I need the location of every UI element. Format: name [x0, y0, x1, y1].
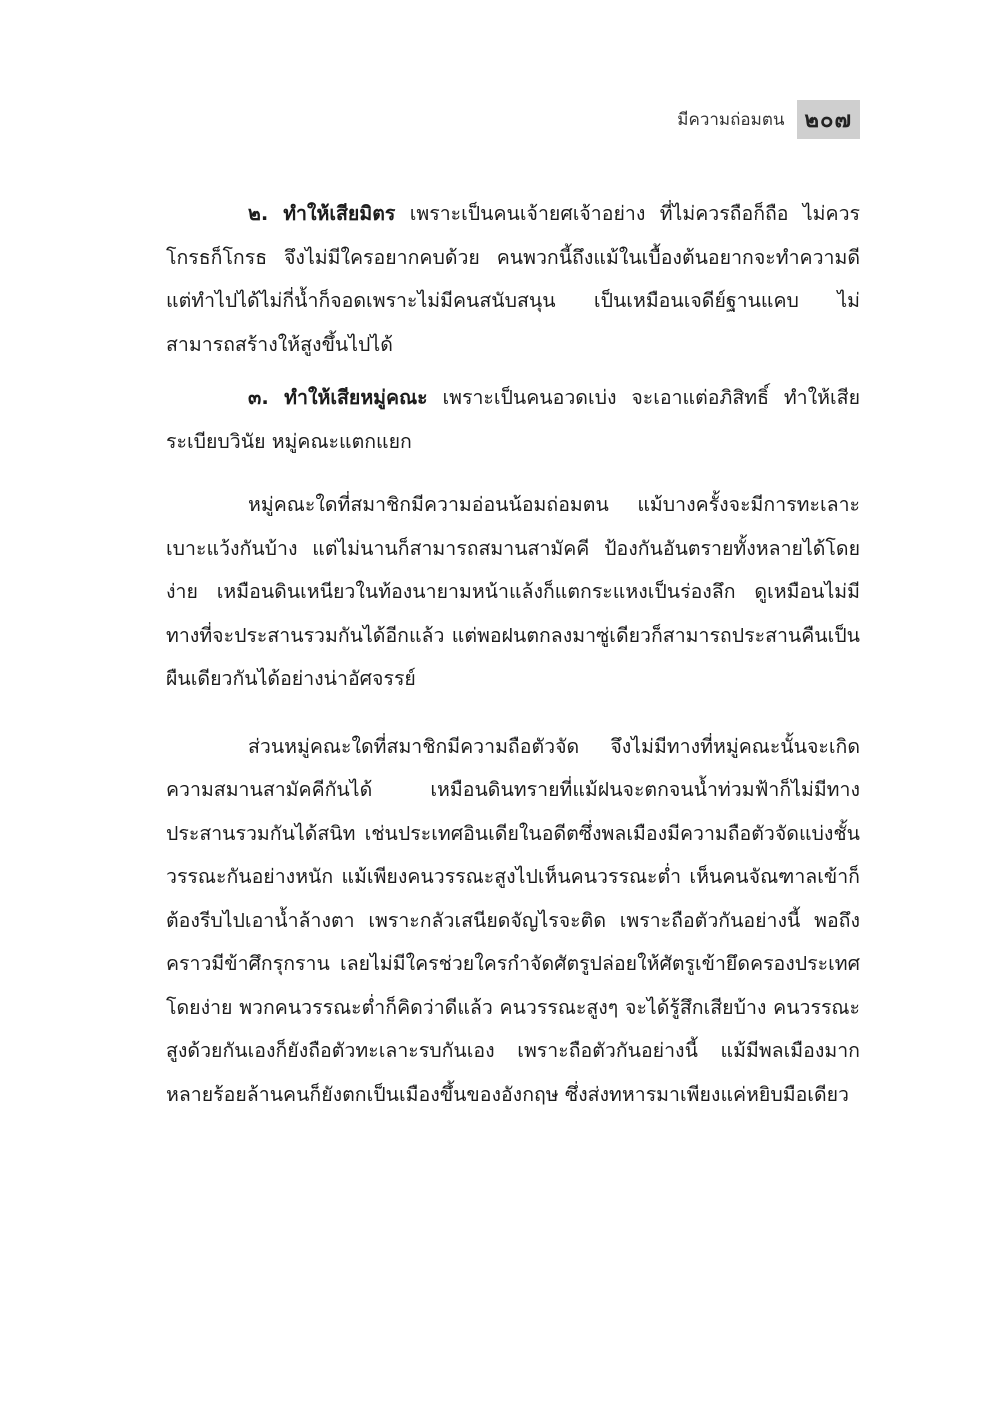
- section-text-2: เพราะเป็นคนเจ้ายศเจ้าอย่าง ที่ไม่ควรถือก็ถือ ไม่ควรโกรธก็โกรธ จึงไม่มีใครอยากคบด้วย คนพวกนี้ถึงแม้ในเบื้องต้นอยากจะทำความดี แต่ทำไปได้ไม่กี่น้ำก็จอดเพราะไม่มีคนสนับสนุน เป็นเหมือนเจดีย์ฐานแคบ ไม่สามารถสร้างให้สูงขึ้นไปได้: [166, 202, 860, 356]
- section-heading-3: ๓. ทำให้เสียหมู่คณะ: [248, 386, 428, 409]
- page-body: [166, 192, 860, 1116]
- page-number: ๒๐๗: [797, 100, 860, 139]
- body-paragraph: หมู่คณะใดที่สมาชิกมีความอ่อนน้อมถ่อมตน แม้บางครั้งจะมีการทะเลาะเบาะแว้งกันบ้าง แต่ไม่นานก็สามารถสมานสามัคคี ป้องกันอันตรายทั้งหลายได้โดยง่าย เหมือนดินเหนียวในท้องนายามหน้าแล้งก็แตกระแหงเป็นร่องลึก ดูเหมือนไม่มีทางที่จะประสานรวมกันได้อีกแล้ว แต่พอฝนตกลงมาซู่เดียวก็สามารถประสานคืนเป็นผืนเดียวกันได้อย่างน่าอัศจรรย์: [166, 493, 860, 690]
- section-heading-2: ๒. ทำให้เสียมิตร: [248, 202, 396, 225]
- running-title: มีความถ่อมตน: [677, 110, 785, 130]
- page-header: [677, 100, 860, 139]
- body-paragraph: ส่วนหมู่คณะใดที่สมาชิกมีความถือตัวจัด จึงไม่มีทางที่หมู่คณะนั้นจะเกิดความสมานสามัคคีกันได้ เหมือนดินทรายที่แม้ฝนจะตกจนน้ำท่วมฟ้าก็ไม่มีทางประสานรวมกันได้สนิท เช่นประเทศอินเดียในอดีตซึ่งพลเมืองมีความถือตัวจัดแบ่งชั้นวรรณะกันอย่างหนัก แม้เพียงคนวรรณะสูงไปเห็นคนวรรณะต่ำ เห็นคนจัณฑาลเข้าก็ต้องรีบไปเอาน้ำล้างตา เพราะกลัวเสนียดจัญไรจะติด เพราะถือตัวกันอย่างนี้ พอถึงคราวมีข้าศึกรุกราน เลยไม่มีใครช่วยใครกำจัดศัตรูปล่อยให้ศัตรูเข้ายึดครองประเทศโดยง่าย พวกคนวรรณะต่ำก็คิดว่าดีแล้ว คนวรรณะสูงๆ จะได้รู้สึกเสียบ้าง คนวรรณะสูงด้วยกันเองก็ยังถือตัวทะเลาะรบกันเอง เพราะถือตัวกันอย่างนี้ แม้มีพลเมืองมากหลายร้อยล้านคนก็ยังตกเป็นเมืองขึ้นของอังกฤษ ซึ่งส่งทหารมาเพียงแค่หยิบมือเดียว: [166, 734, 860, 1106]
- section-paragraph-3: [166, 376, 860, 463]
- section-text-3: เพราะเป็นคนอวดเบ่ง จะเอาแต่อภิสิทธิ์ ทำให้เสียระเบียบวินัย หมู่คณะแตกแยก: [166, 386, 860, 453]
- section-paragraph-2: [166, 192, 860, 366]
